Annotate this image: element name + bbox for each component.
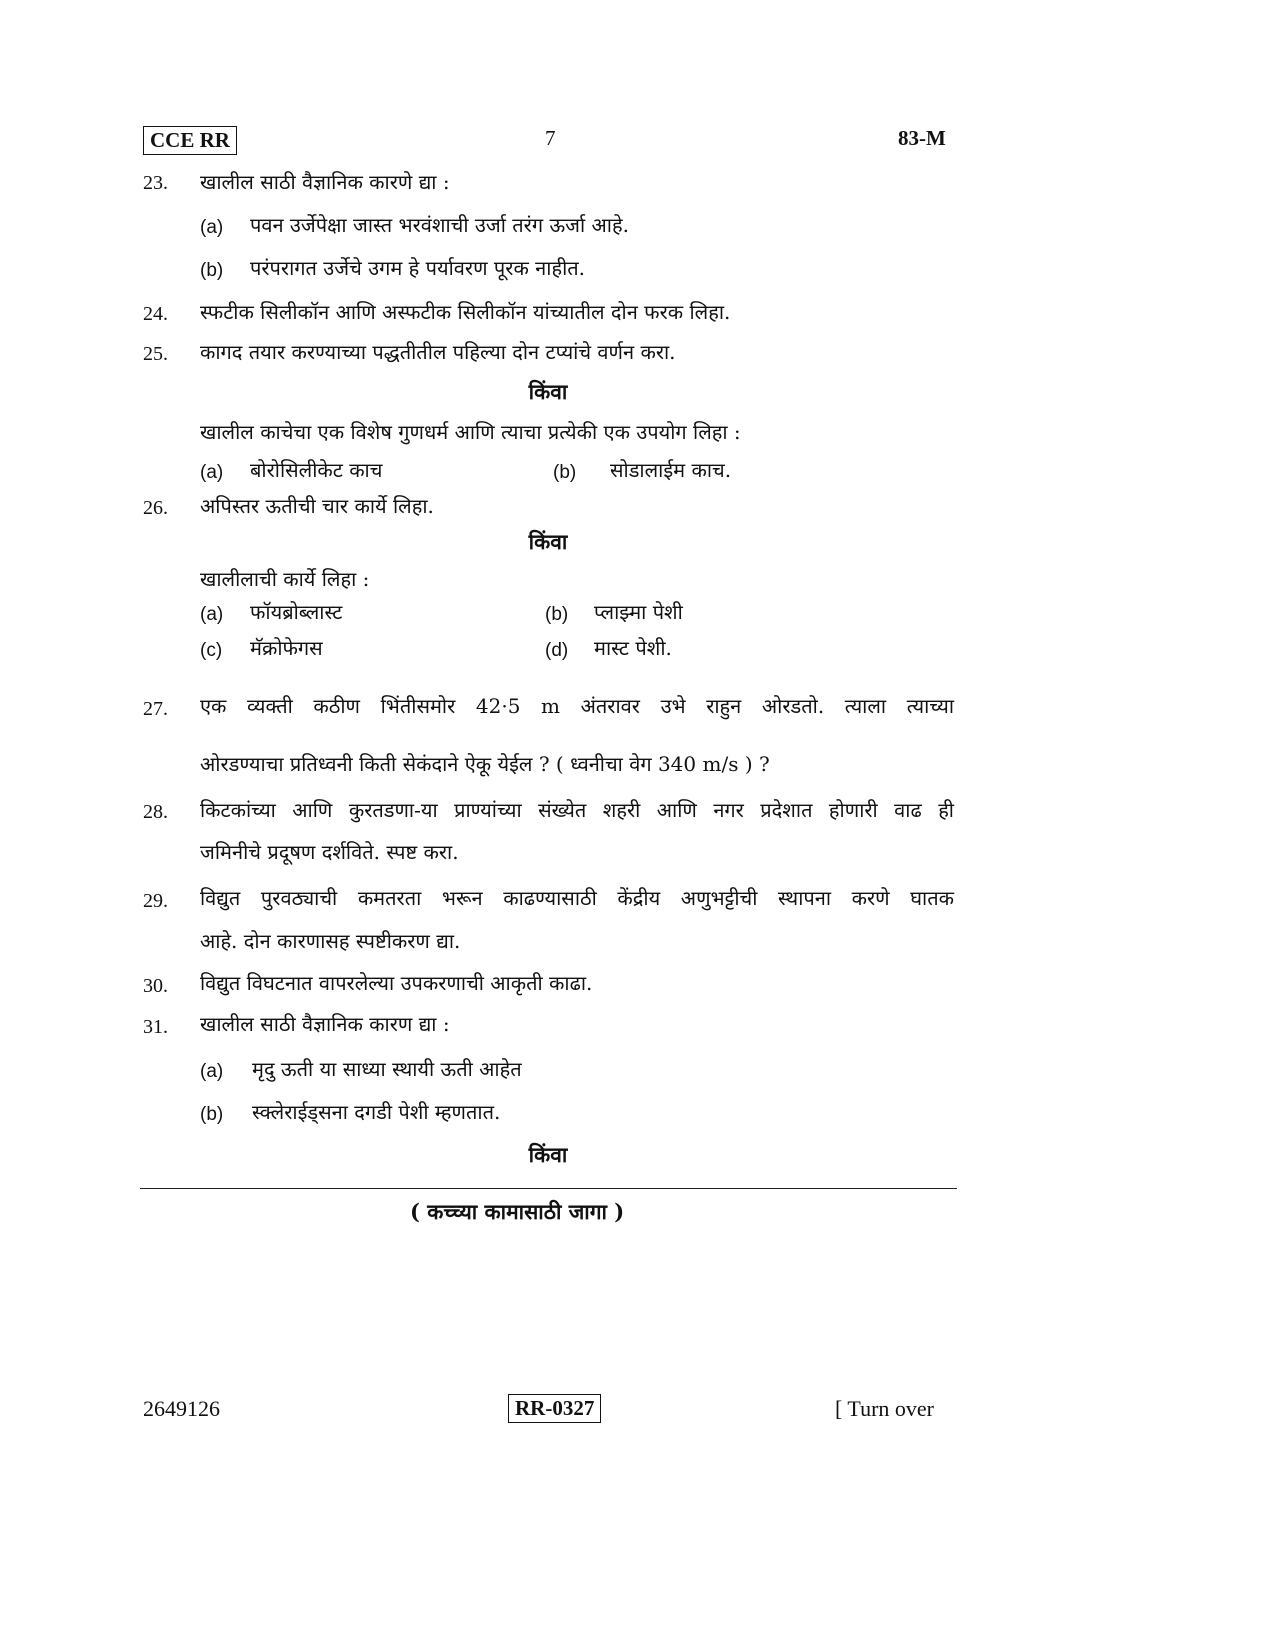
option-text: परंपरागत उर्जेचे उगम हे पर्यावरण पूरक नाहीत. xyxy=(250,256,586,280)
question-text-line: विद्युत पुरवठ्याची कमतरता भरून काढण्यासाठी केंद्रीय अणुभट्टीची स्थापना करणे घातक xyxy=(200,886,954,910)
or-separator: किंवा xyxy=(528,379,568,404)
footer-code: 2649126 xyxy=(143,1396,220,1421)
question-number: 23. xyxy=(143,172,168,194)
option-label: (a) xyxy=(200,1061,224,1082)
header-code-box: CCE RR xyxy=(143,126,237,155)
paper-code: 83-M xyxy=(898,126,946,150)
option-label: (c) xyxy=(200,640,223,661)
rough-work-caption: ( कच्च्या कामासाठी जागा ) xyxy=(410,1199,625,1224)
or-separator: किंवा xyxy=(528,529,568,554)
option-label: (a) xyxy=(200,604,224,625)
question-number: 27. xyxy=(143,698,168,720)
option-label: (a) xyxy=(200,462,224,483)
option-label: (b) xyxy=(553,462,577,483)
option-text: मॅक्रोफेगस xyxy=(250,636,323,660)
option-text: सोडालाईम काच. xyxy=(610,458,732,482)
question-number: 25. xyxy=(143,343,168,365)
question-text: विद्युत विघटनात वापरलेल्या उपकरणाची आकृती काढा. xyxy=(200,971,593,995)
question-text: कागद तयार करण्याच्या पद्धतीतील पहिल्या दोन टप्यांचे वर्णन करा. xyxy=(200,340,676,364)
question-number: 30. xyxy=(143,975,168,997)
turn-over-text: [ Turn over xyxy=(835,1396,935,1421)
option-text: मृदु ऊती या साध्या स्थायी ऊती आहेत xyxy=(252,1057,522,1081)
option-label: (b) xyxy=(200,260,224,281)
option-text: पवन उर्जेपेक्षा जास्त भरवंशाची उर्जा तरंग ऊर्जा आहे. xyxy=(250,213,629,237)
option-text: फॉयब्रोब्लास्ट xyxy=(250,600,343,624)
option-text: स्क्लेराईड्सना दगडी पेशी म्हणतात. xyxy=(252,1100,501,1124)
question-number: 31. xyxy=(143,1016,168,1038)
or-separator: किंवा xyxy=(528,1142,568,1167)
question-text-line: एक व्यक्ती कठीण भिंतीसमोर 42·5 m अंतरावर उभे राहुन ओरडतो. त्याला त्याच्या xyxy=(200,694,954,718)
option-label: (a) xyxy=(200,217,224,238)
question-number: 29. xyxy=(143,890,168,912)
alternative-question-text: खालील काचेचा एक विशेष गुणधर्म आणि त्याचा प्रत्येकी एक उपयोग लिहा : xyxy=(200,420,741,444)
question-text: अपिस्तर ऊतीची चार कार्ये लिहा. xyxy=(200,494,434,518)
page-number: 7 xyxy=(545,126,556,150)
question-text-line: आहे. दोन कारणासह स्पष्टीकरण द्या. xyxy=(200,929,461,953)
question-text: खालील साठी वैज्ञानिक कारण द्या : xyxy=(200,1012,450,1036)
horizontal-rule xyxy=(140,1188,957,1189)
option-label: (b) xyxy=(200,1104,224,1125)
option-label: (b) xyxy=(545,604,569,625)
question-number: 24. xyxy=(143,303,168,325)
question-number: 26. xyxy=(143,497,168,519)
option-text: बोरोसिलीकेट काच xyxy=(250,458,383,482)
footer-code-box: RR-0327 xyxy=(508,1394,601,1423)
alternative-question-text: खालीलाची कार्ये लिहा : xyxy=(200,567,370,591)
option-text: मास्ट पेशी. xyxy=(594,636,672,660)
question-text: खालील साठी वैज्ञानिक कारणे द्या : xyxy=(200,170,450,194)
question-text-line: ओरडण्याचा प्रतिध्वनी किती सेकंदाने ऐकू येईल ? ( ध्वनीचा वेग 340 m/s ) ? xyxy=(200,752,770,776)
question-text-line: किटकांच्या आणि कुरतडणा-या प्राण्यांच्या संख्येत शहरी आणि नगर प्रदेशात होणारी वाढ ही xyxy=(200,798,954,822)
question-number: 28. xyxy=(143,801,168,823)
question-text: स्फटीक सिलीकॉन आणि अस्फटीक सिलीकॉन यांच्यातील दोन फरक लिहा. xyxy=(200,300,731,324)
question-text-line: जमिनीचे प्रदूषण दर्शविते. स्पष्ट करा. xyxy=(200,840,459,864)
option-text: प्लाझ्मा पेशी xyxy=(594,600,683,624)
option-label: (d) xyxy=(545,640,569,661)
